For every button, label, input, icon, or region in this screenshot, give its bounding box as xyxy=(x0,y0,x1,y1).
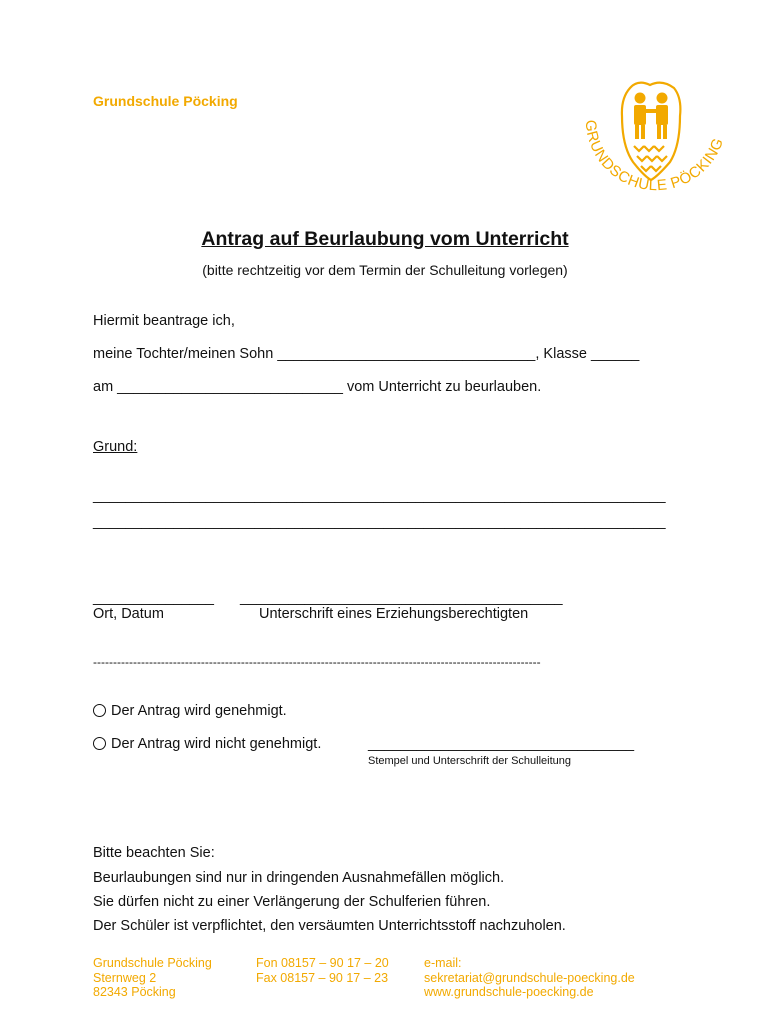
footer-contact: e-mail: sekretariat@grundschule-poecking.de www.grundschule-poecking.de xyxy=(424,956,635,999)
radio-circle-icon[interactable] xyxy=(93,704,106,717)
svg-text:GRUNDSCHULE PÖCKING xyxy=(582,119,727,194)
radio-circle-icon[interactable] xyxy=(93,737,106,750)
reason-field-2[interactable]: _______________________________________________________________________ xyxy=(93,514,666,530)
rejected-option[interactable] xyxy=(93,736,321,752)
cut-line: ---------------------------------------------------------------------------------------------------------------- xyxy=(93,655,541,669)
footer-phone: Fon 08157 – 90 17 – 20 Fax 08157 – 90 17 – 23 xyxy=(256,956,389,985)
note-1: Beurlaubungen sind nur in dringenden Ausnahmefällen möglich. xyxy=(93,870,505,886)
approved-option[interactable] xyxy=(93,703,287,719)
approved-label: Der Antrag wird genehmigt. xyxy=(111,703,287,719)
form-subtitle: (bitte rechtzeitig vor dem Termin der Schulleitung vorlegen) xyxy=(202,262,568,278)
note-3: Der Schüler ist verpflichtet, den versäumten Unterrichtsstoff nachzuholen. xyxy=(93,918,566,934)
date-field[interactable]: am ____________________________ vom Unterricht zu beurlauben. xyxy=(93,379,542,395)
stamp-signature-field[interactable]: _________________________________ xyxy=(368,736,635,752)
school-logo xyxy=(578,76,728,198)
stamp-label: Stempel und Unterschrift der Schulleitung xyxy=(368,755,571,767)
school-name: Grundschule Pöcking xyxy=(93,93,238,109)
form-title: Antrag auf Beurlaubung vom Unterricht xyxy=(201,228,569,250)
rejected-label: Der Antrag wird nicht genehmigt. xyxy=(111,736,322,752)
signature-label: Unterschrift eines Erziehungsberechtigten xyxy=(259,606,529,622)
child-class-field[interactable]: meine Tochter/meinen Sohn ________________________________, Klasse ______ xyxy=(93,346,640,362)
place-date-label: Ort, Datum xyxy=(93,606,164,622)
footer-address: Grundschule Pöcking Sternweg 2 82343 Pöcking xyxy=(93,956,212,999)
signature-field[interactable]: ________________________________________ xyxy=(240,590,563,606)
reason-field-1[interactable]: _______________________________________________________________________ xyxy=(93,488,666,504)
notes-heading: Bitte beachten Sie: xyxy=(93,845,215,861)
logo-text: GRUNDSCHULE PÖCKING xyxy=(581,119,728,195)
place-date-field[interactable]: _______________ xyxy=(93,590,214,606)
note-2: Sie dürfen nicht zu einer Verlängerung der Schulferien führen. xyxy=(93,894,491,910)
reason-label: Grund: xyxy=(93,439,138,455)
intro-text: Hiermit beantrage ich, xyxy=(93,313,235,329)
